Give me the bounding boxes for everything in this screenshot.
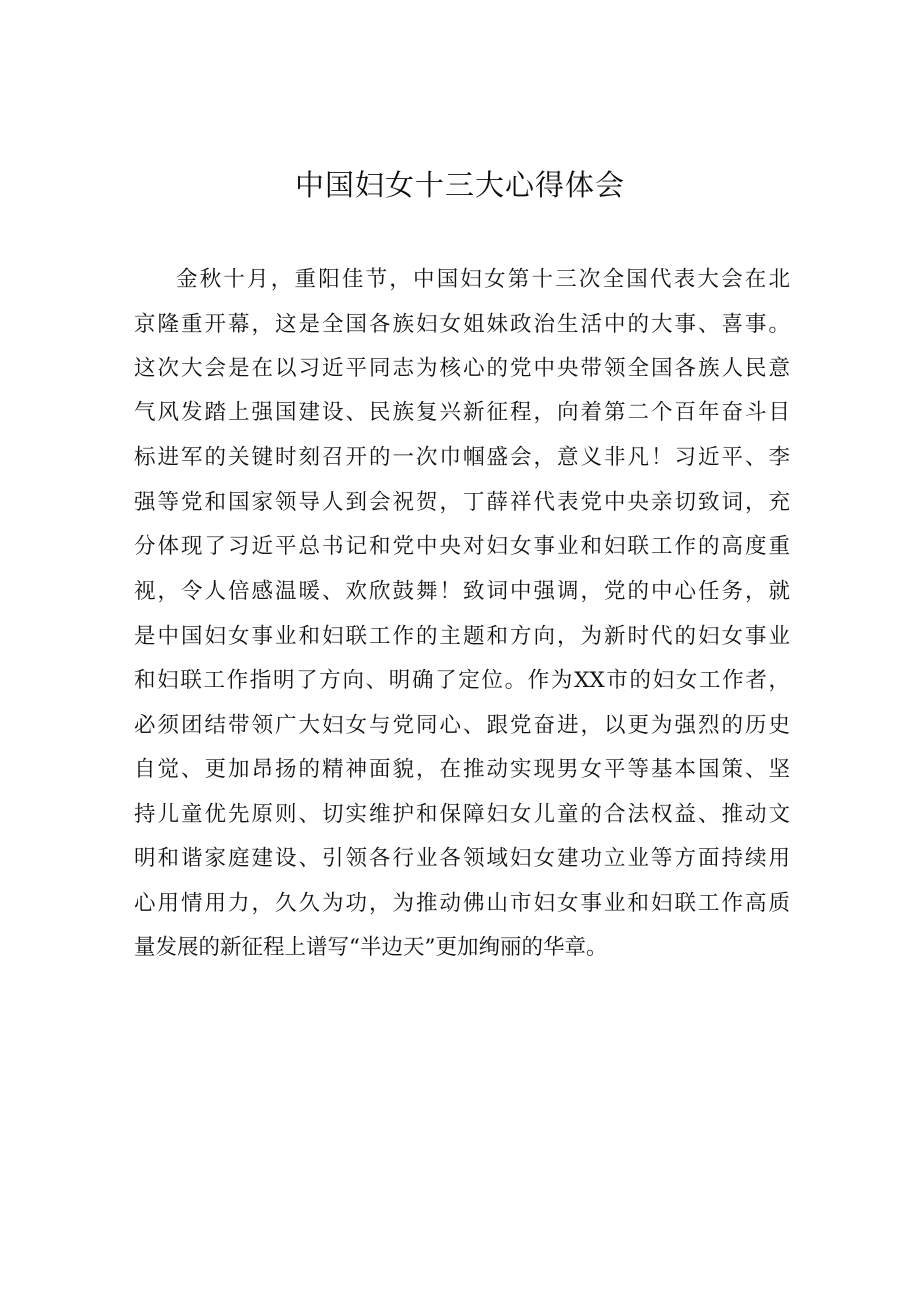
- paragraph-line: 气风发踏上强国建设、民族复兴新征程，向着第二个百年奋斗目: [134, 400, 790, 425]
- paragraph-line: 是中国妇女事业和妇联工作的主题和方向，为新时代的妇女事业: [134, 624, 790, 649]
- paragraph-line: 京隆重开幕，这是全国各族妇女姐妹政治生活中的大事、喜事。: [134, 312, 790, 337]
- paragraph-line: 心用情用力，久久为功，为推动佛山市妇女事业和妇联工作高质: [134, 891, 790, 916]
- paragraph-line: 持儿童优先原则、切实维护和保障妇女儿童的合法权益、推动文: [134, 802, 790, 827]
- paragraph-line: 这次大会是在以习近平同志为核心的党中央带领全国各族人民意: [134, 356, 790, 381]
- paragraph-line: 明和谐家庭建设、引领各行业各领域妇女建功立业等方面持续用: [134, 846, 790, 871]
- document-title: 中国妇女十三大心得体会: [294, 168, 625, 202]
- paragraph-line: 视，令人倍感温暖、欢欣鼓舞！致词中强调，党的中心任务，就: [134, 579, 790, 604]
- paragraph-line: 量发展的新征程上谱写“半边天”更加绚丽的华章。: [134, 935, 608, 960]
- paragraph-line: 必须团结带领广大妇女与党同心、跟党奋进，以更为强烈的历史: [134, 713, 790, 738]
- paragraph-line: 标进军的关键时刻召开的一次巾帼盛会，意义非凡！习近平、李: [134, 445, 790, 470]
- paragraph-line: 分体现了习近平总书记和党中央对妇女事业和妇联工作的高度重: [134, 534, 790, 559]
- paragraph-line: 和妇联工作指明了方向、明确了定位。作为XX市的妇女工作者，: [134, 668, 790, 693]
- paragraph-line: 强等党和国家领导人到会祝贺，丁薛祥代表党中央亲切致词，充: [134, 490, 790, 515]
- paragraph-line: 金秋十月，重阳佳节，中国妇女第十三次全国代表大会在北: [176, 267, 790, 292]
- paragraph-line: 自觉、更加昂扬的精神面貌，在推动实现男女平等基本国策、坚: [134, 757, 790, 782]
